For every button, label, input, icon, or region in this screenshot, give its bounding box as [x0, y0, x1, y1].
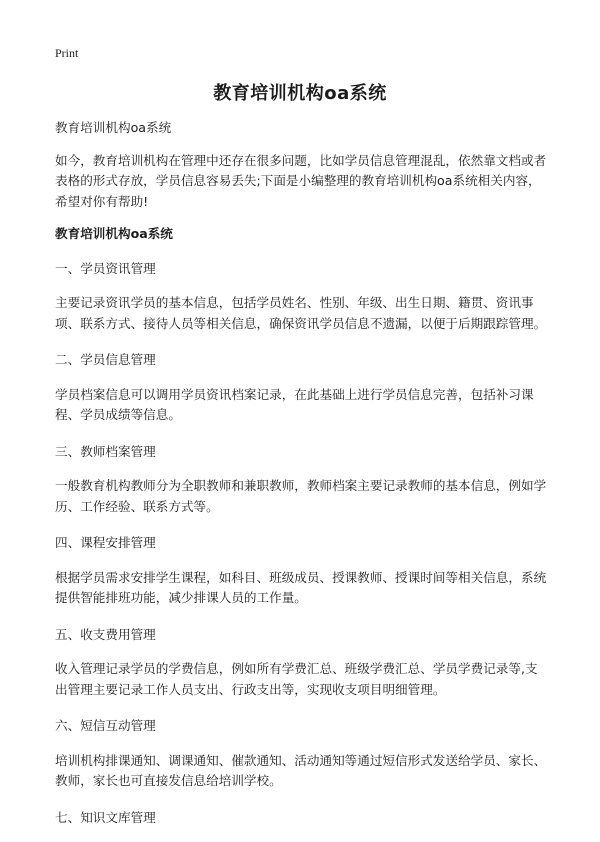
section-body-5: 收入管理记录学员的学费信息，例如所有学费汇总、班级学费汇总、学员学费记录等,支出管理主要记录工作人员支出、行政支出等，实现收支项目明细管理。 [55, 661, 538, 697]
section-body-1: 主要记录资讯学员的基本信息，包括学员姓名、性别、年级、出生日期、籍贯、资讯事项、联系方式、接待人员等相关信息，确保资讯学员信息不遗漏，以便于后期跟踪管理。 [55, 295, 547, 331]
section-body-4: 根据学员需求安排学生课程，如科目、班级成员、授课教师、授课时间等相关信息，系统提供智能排班功能，减少排课人员的工作量。 [55, 569, 547, 605]
document-title: 教育培训机构oa系统 [213, 83, 387, 104]
section-group-heading: 教育培训机构oa系统 [55, 226, 173, 241]
intro-paragraph: 如今，教育培训机构在管理中还存在很多问题，比如学员信息管理混乱，依然靠文档或者表格的形式存放，学员信息容易丢失;下面是小编整理的教育培训机构oa系统相关内容，希望对你有帮助! [55, 152, 547, 209]
section-heading-3: 三、教师档案管理 [55, 443, 156, 459]
section-heading-6: 六、短信互动管理 [55, 718, 156, 733]
section-heading-4: 四、课程安排管理 [55, 535, 156, 550]
section-heading-1: 一、学员资讯管理 [55, 260, 156, 276]
section-heading-7: 七、知识文库管理 [55, 809, 156, 825]
section-heading-5: 五、收支费用管理 [55, 626, 156, 642]
section-body-6: 培训机构排课通知、调课通知、催款通知、活动通知等通过短信形式发送给学员、家长、教师，家长也可直接发信息给培训学校。 [55, 752, 547, 788]
section-body-2: 学员档案信息可以调用学员资讯档案记录，在此基础上进行学员信息完善，包括补习课程、学员成绩等信息。 [55, 386, 534, 422]
section-body-3: 一般教育机构教师分为全职教师和兼职教师，教师档案主要记录教师的基本信息，例如学历、工作经验、联系方式等。 [55, 478, 547, 514]
section-heading-2: 二、学员信息管理 [55, 352, 156, 367]
document-content [55, 118, 548, 842]
print-link[interactable]: Print [55, 46, 79, 60]
document-subtitle: 教育培训机构oa系统 [55, 120, 172, 135]
